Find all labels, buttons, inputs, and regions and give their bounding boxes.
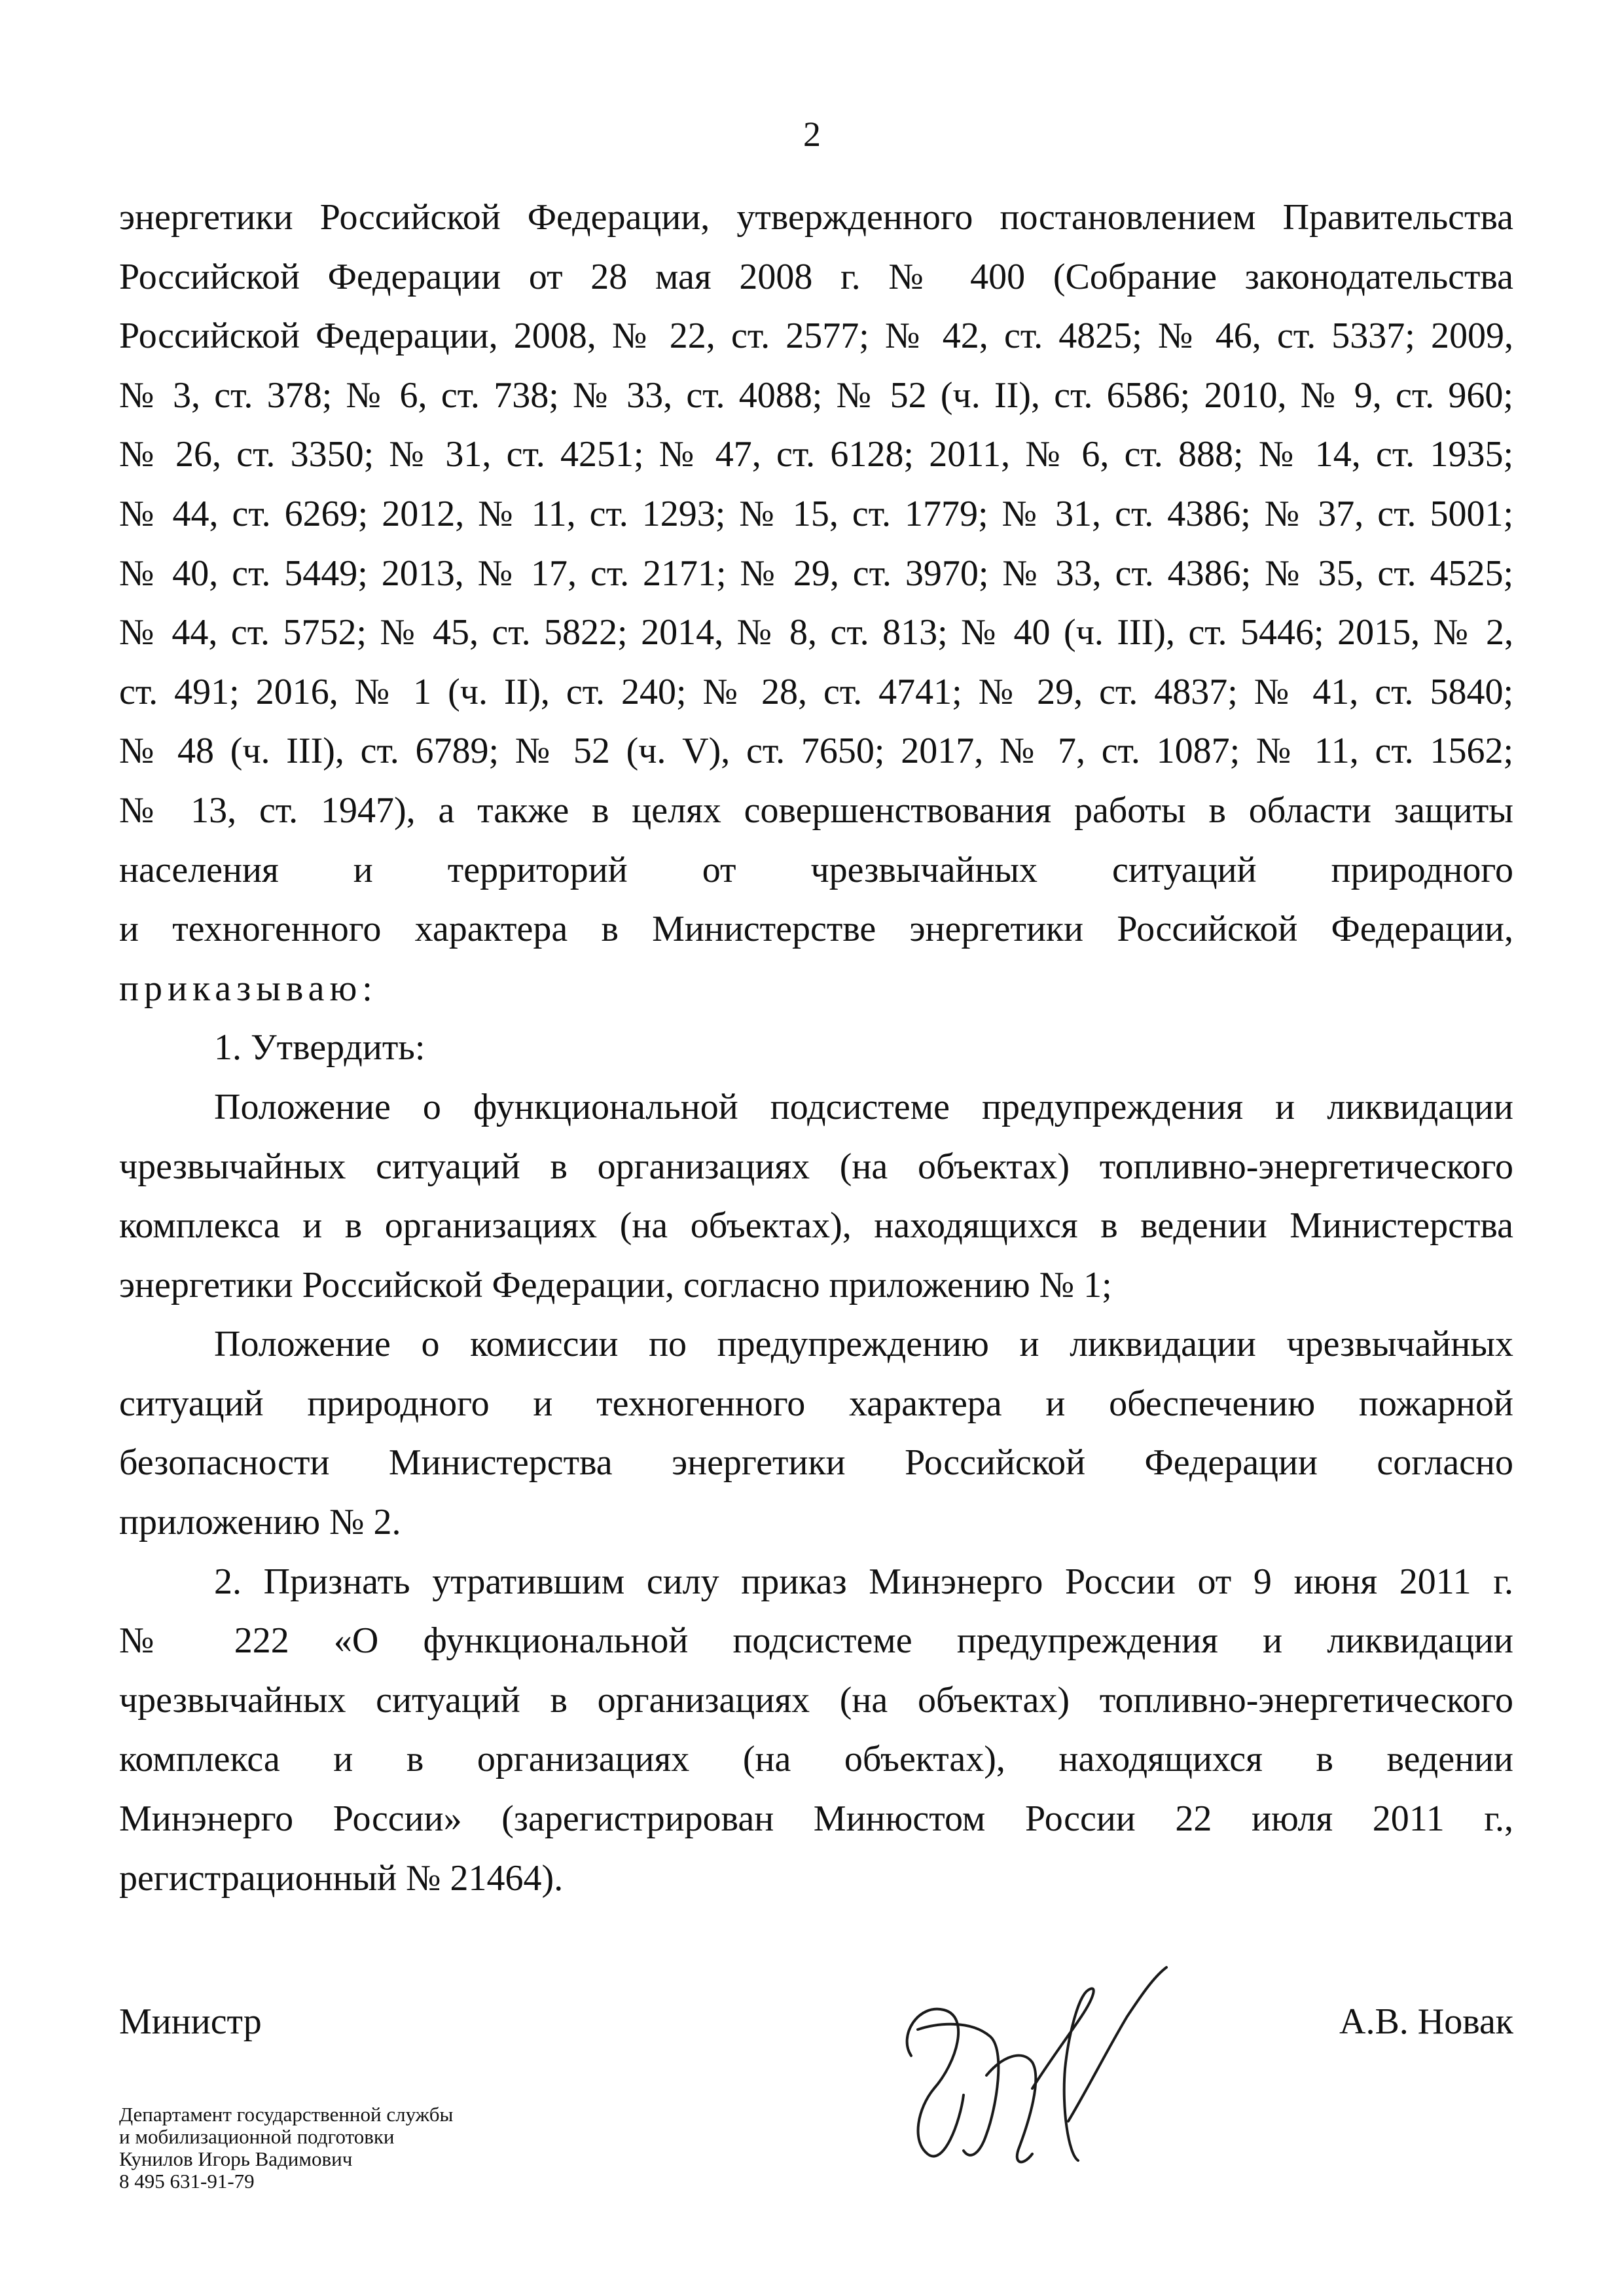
- body-line: № 13, ст. 1947), а также в целях совершенствования работы в области защиты: [119, 790, 1513, 831]
- body-line: энергетики Российской Федерации, согласно приложению № 1;: [119, 1264, 1112, 1305]
- body-line: населения и территорий от чрезвычайных ситуаций природного: [119, 849, 1513, 890]
- signatory-title: Министр: [119, 2001, 262, 2042]
- body-line: № 40, ст. 5449; 2013, № 17, ст. 2171; № 29, ст. 3970; № 33, ст. 4386; № 35, ст. 4525;: [119, 553, 1513, 594]
- contact-phone: 8 495 631-91-79: [119, 2170, 255, 2193]
- body-line: № 48 (ч. III), ст. 6789; № 52 (ч. V), ст. 7650; 2017, № 7, ст. 1087; № 11, ст. 1562;: [119, 731, 1513, 772]
- body-line: комплекса и в организациях (на объектах), находящихся в ведении Министерства: [119, 1205, 1513, 1247]
- body-line: № 44, ст. 6269; 2012, № 11, ст. 1293; № 15, ст. 1779; № 31, ст. 4386; № 37, ст. 5001;: [119, 493, 1513, 534]
- handwritten-signature: [872, 1958, 1186, 2174]
- contact-block: [119, 2104, 453, 2193]
- body-line: 2. Признать утратившим силу приказ Минэнерго России от 9 июня 2011 г.: [214, 1561, 1513, 1602]
- body-line: Российской Федерации от 28 мая 2008 г. № 400 (Собрание законодательства: [119, 256, 1513, 297]
- body-line: чрезвычайных ситуаций в организациях (на объектах) топливно-энергетического: [119, 1679, 1513, 1721]
- body-line: и техногенного характера в Министерстве энергетики Российской Федерации,: [119, 909, 1513, 950]
- contact-department-line: и мобилизационной подготовки: [119, 2125, 395, 2148]
- body-line: энергетики Российской Федерации, утвержденного постановлением Правительства: [119, 197, 1513, 238]
- body-line: чрезвычайных ситуаций в организациях (на объектах) топливно-энергетического: [119, 1146, 1513, 1187]
- body-line: № 26, ст. 3350; № 31, ст. 4251; № 47, ст. 6128; 2011, № 6, ст. 888; № 14, ст. 1935;: [119, 434, 1513, 475]
- body-line: Минэнерго России» (зарегистрирован Минюстом России 22 июля 2011 г.,: [119, 1798, 1513, 1840]
- body-line: № 222 «О функциональной подсистеме предупреждения и ликвидации: [119, 1620, 1513, 1662]
- body-line: ст. 491; 2016, № 1 (ч. II), ст. 240; № 28, ст. 4741; № 29, ст. 4837; № 41, ст. 5840;: [119, 671, 1513, 712]
- body-line: Положение о функциональной подсистеме предупреждения и ликвидации: [214, 1086, 1513, 1127]
- order-word: приказываю:: [119, 968, 378, 1009]
- body-line: приложению № 2.: [119, 1502, 401, 1543]
- body-line: безопасности Министерства энергетики Российской Федерации согласно: [119, 1442, 1513, 1484]
- body-line: № 44, ст. 5752; № 45, ст. 5822; 2014, № 8, ст. 813; № 40 (ч. III), ст. 5446; 2015, № 2,: [119, 612, 1513, 653]
- contact-person: Кунилов Игорь Вадимович: [119, 2147, 353, 2170]
- body-line: Положение о комиссии по предупреждению и ликвидации чрезвычайных: [214, 1324, 1513, 1365]
- body-line: Российской Федерации, 2008, № 22, ст. 2577; № 42, ст. 4825; № 46, ст. 5337; 2009,: [119, 316, 1513, 357]
- body-line: комплекса и в организациях (на объектах), находящихся в ведении: [119, 1739, 1513, 1780]
- body-line: регистрационный № 21464).: [119, 1857, 564, 1899]
- body-line: ситуаций природного и техногенного характера и обеспечению пожарной: [119, 1383, 1513, 1424]
- body-line: № 3, ст. 378; № 6, ст. 738; № 33, ст. 4088; № 52 (ч. II), ст. 6586; 2010, № 9, ст. 960;: [119, 374, 1513, 416]
- contact-department-line: Департамент государственной службы: [119, 2103, 454, 2126]
- item-heading: 1. Утвердить:: [214, 1027, 425, 1068]
- document-body: [119, 188, 1513, 1908]
- page-number: 2: [803, 115, 821, 154]
- signatory-name: А.В. Новак: [1339, 2001, 1513, 2042]
